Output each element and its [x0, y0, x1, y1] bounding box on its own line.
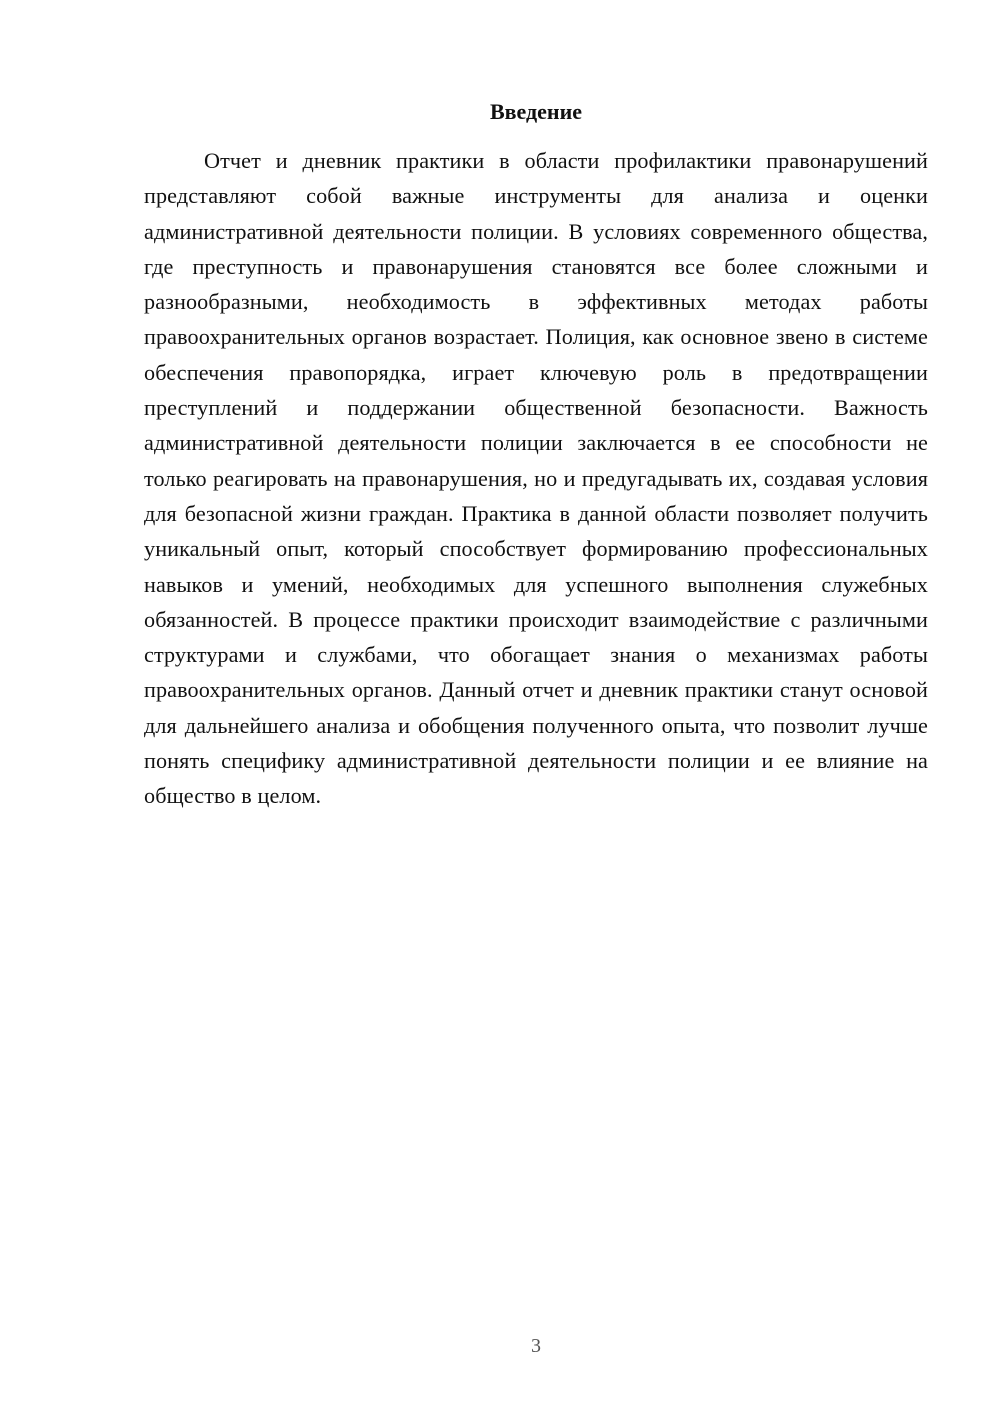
- body-paragraph: Отчет и дневник практики в области профилактики правонарушений представляют собой важные инструменты для анализа и оценки административной деятельности полиции. В условиях современного общества, где преступность и правонарушения становятся все более сложными и разнообразными, необходимость в эффективных методах работы правоохранительных органов возрастает. Полиция, как основное звено в системе обеспечения правопорядка, играет ключевую роль в предотвращении преступлений и поддержании общественной безопасности. Важность административной деятельности полиции заключается в ее способности не только реагировать на правонарушения, но и предугадывать их, создавая условия для безопасной жизни граждан. Практика в данной области позволяет получить уникальный опыт, который способствует формированию профессиональных навыков и умений, необходимых для успешного выполнения служебных обязанностей. В процессе практики происходит взаимодействие с различными структурами и службами, что обогащает знания о механизмах работы правоохранительных органов. Данный отчет и дневник практики станут основой для дальнейшего анализа и обобщения полученного опыта, что позволит лучше понять специфику административной деятельности полиции и ее влияние на общество в целом.: [144, 148, 928, 809]
- section-heading: Введение: [489, 99, 583, 124]
- page-number: 3: [531, 1335, 541, 1357]
